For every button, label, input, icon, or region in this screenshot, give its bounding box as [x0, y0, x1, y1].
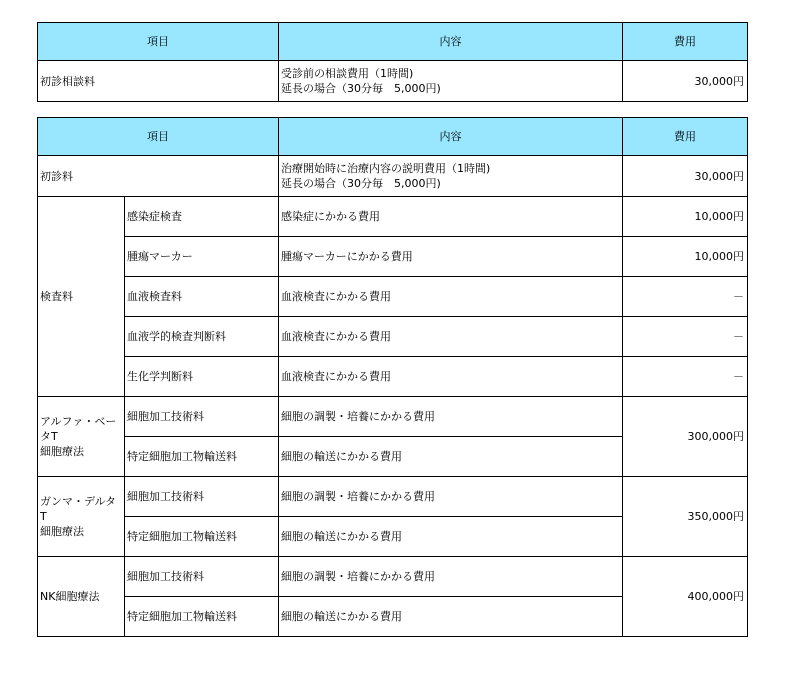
- header-content: 内容: [279, 118, 623, 156]
- content-cell: 治療開始時に治療内容の説明費用（1時間) 延長の場合（30分毎 5,000円): [279, 156, 623, 197]
- fee-cell: 10,000円: [623, 237, 748, 277]
- item-cell: 初診料: [38, 156, 279, 197]
- content-cell: 腫瘍マーカーにかかる費用: [279, 237, 623, 277]
- content-cell: 感染症にかかる費用: [279, 197, 623, 237]
- table-row: [38, 357, 748, 397]
- table-row: [38, 317, 748, 357]
- table-row: [38, 277, 748, 317]
- content-cell: 細胞の輸送にかかる費用: [279, 437, 623, 477]
- content-cell: 受診前の相談費用（1時間) 延長の場合（30分毎 5,000円): [279, 61, 623, 102]
- fee-cell: 300,000円: [623, 397, 748, 477]
- group-cell-gamma-delta-t: ガンマ・デルタT 細胞療法: [38, 477, 125, 557]
- content-cell: 血液検査にかかる費用: [279, 357, 623, 397]
- sub-item-cell: 血液学的検査判断料: [125, 317, 279, 357]
- content-cell: 細胞の調製・培養にかかる費用: [279, 557, 623, 597]
- table-row: [38, 237, 748, 277]
- fee-cell: 350,000円: [623, 477, 748, 557]
- fee-cell: 30,000円: [623, 156, 748, 197]
- content-cell: 細胞の調製・培養にかかる費用: [279, 397, 623, 437]
- header-fee: 費用: [623, 118, 748, 156]
- fee-cell: －: [623, 357, 748, 397]
- fee-cell: 10,000円: [623, 197, 748, 237]
- content-cell: 細胞の輸送にかかる費用: [279, 597, 623, 637]
- group-cell-nk: NK細胞療法: [38, 557, 125, 637]
- header-row: [38, 118, 748, 156]
- header-fee: 費用: [623, 23, 748, 61]
- header-item: 項目: [38, 23, 279, 61]
- fee-cell: －: [623, 317, 748, 357]
- treatment-fee-table: [37, 117, 748, 637]
- sub-item-cell: 感染症検査: [125, 197, 279, 237]
- content-cell: 細胞の輸送にかかる費用: [279, 517, 623, 557]
- sub-item-cell: 血液検査料: [125, 277, 279, 317]
- sub-item-cell: 生化学判断料: [125, 357, 279, 397]
- fee-cell: －: [623, 277, 748, 317]
- sub-item-cell: 腫瘍マーカー: [125, 237, 279, 277]
- table-row: [38, 557, 748, 597]
- content-cell: 血液検査にかかる費用: [279, 277, 623, 317]
- item-cell: 初診相談料: [38, 61, 279, 102]
- fee-cell: 400,000円: [623, 557, 748, 637]
- group-cell-exam: 検査料: [38, 197, 125, 397]
- header-row: [38, 23, 748, 61]
- table-row: [38, 61, 748, 102]
- sub-item-cell: 特定細胞加工物輸送料: [125, 437, 279, 477]
- table-row: [38, 197, 748, 237]
- content-cell: 細胞の調製・培養にかかる費用: [279, 477, 623, 517]
- fee-cell: 30,000円: [623, 61, 748, 102]
- sub-item-cell: 特定細胞加工物輸送料: [125, 517, 279, 557]
- header-item: 項目: [38, 118, 279, 156]
- sub-item-cell: 細胞加工技術料: [125, 477, 279, 517]
- header-content: 内容: [279, 23, 623, 61]
- table-row: [38, 156, 748, 197]
- sub-item-cell: 細胞加工技術料: [125, 397, 279, 437]
- sub-item-cell: 特定細胞加工物輸送料: [125, 597, 279, 637]
- content-cell: 血液検査にかかる費用: [279, 317, 623, 357]
- consultation-fee-table: [37, 22, 748, 102]
- table-row: [38, 397, 748, 437]
- sub-item-cell: 細胞加工技術料: [125, 557, 279, 597]
- table-row: [38, 477, 748, 517]
- group-cell-alpha-beta-t: アルファ・ベータT 細胞療法: [38, 397, 125, 477]
